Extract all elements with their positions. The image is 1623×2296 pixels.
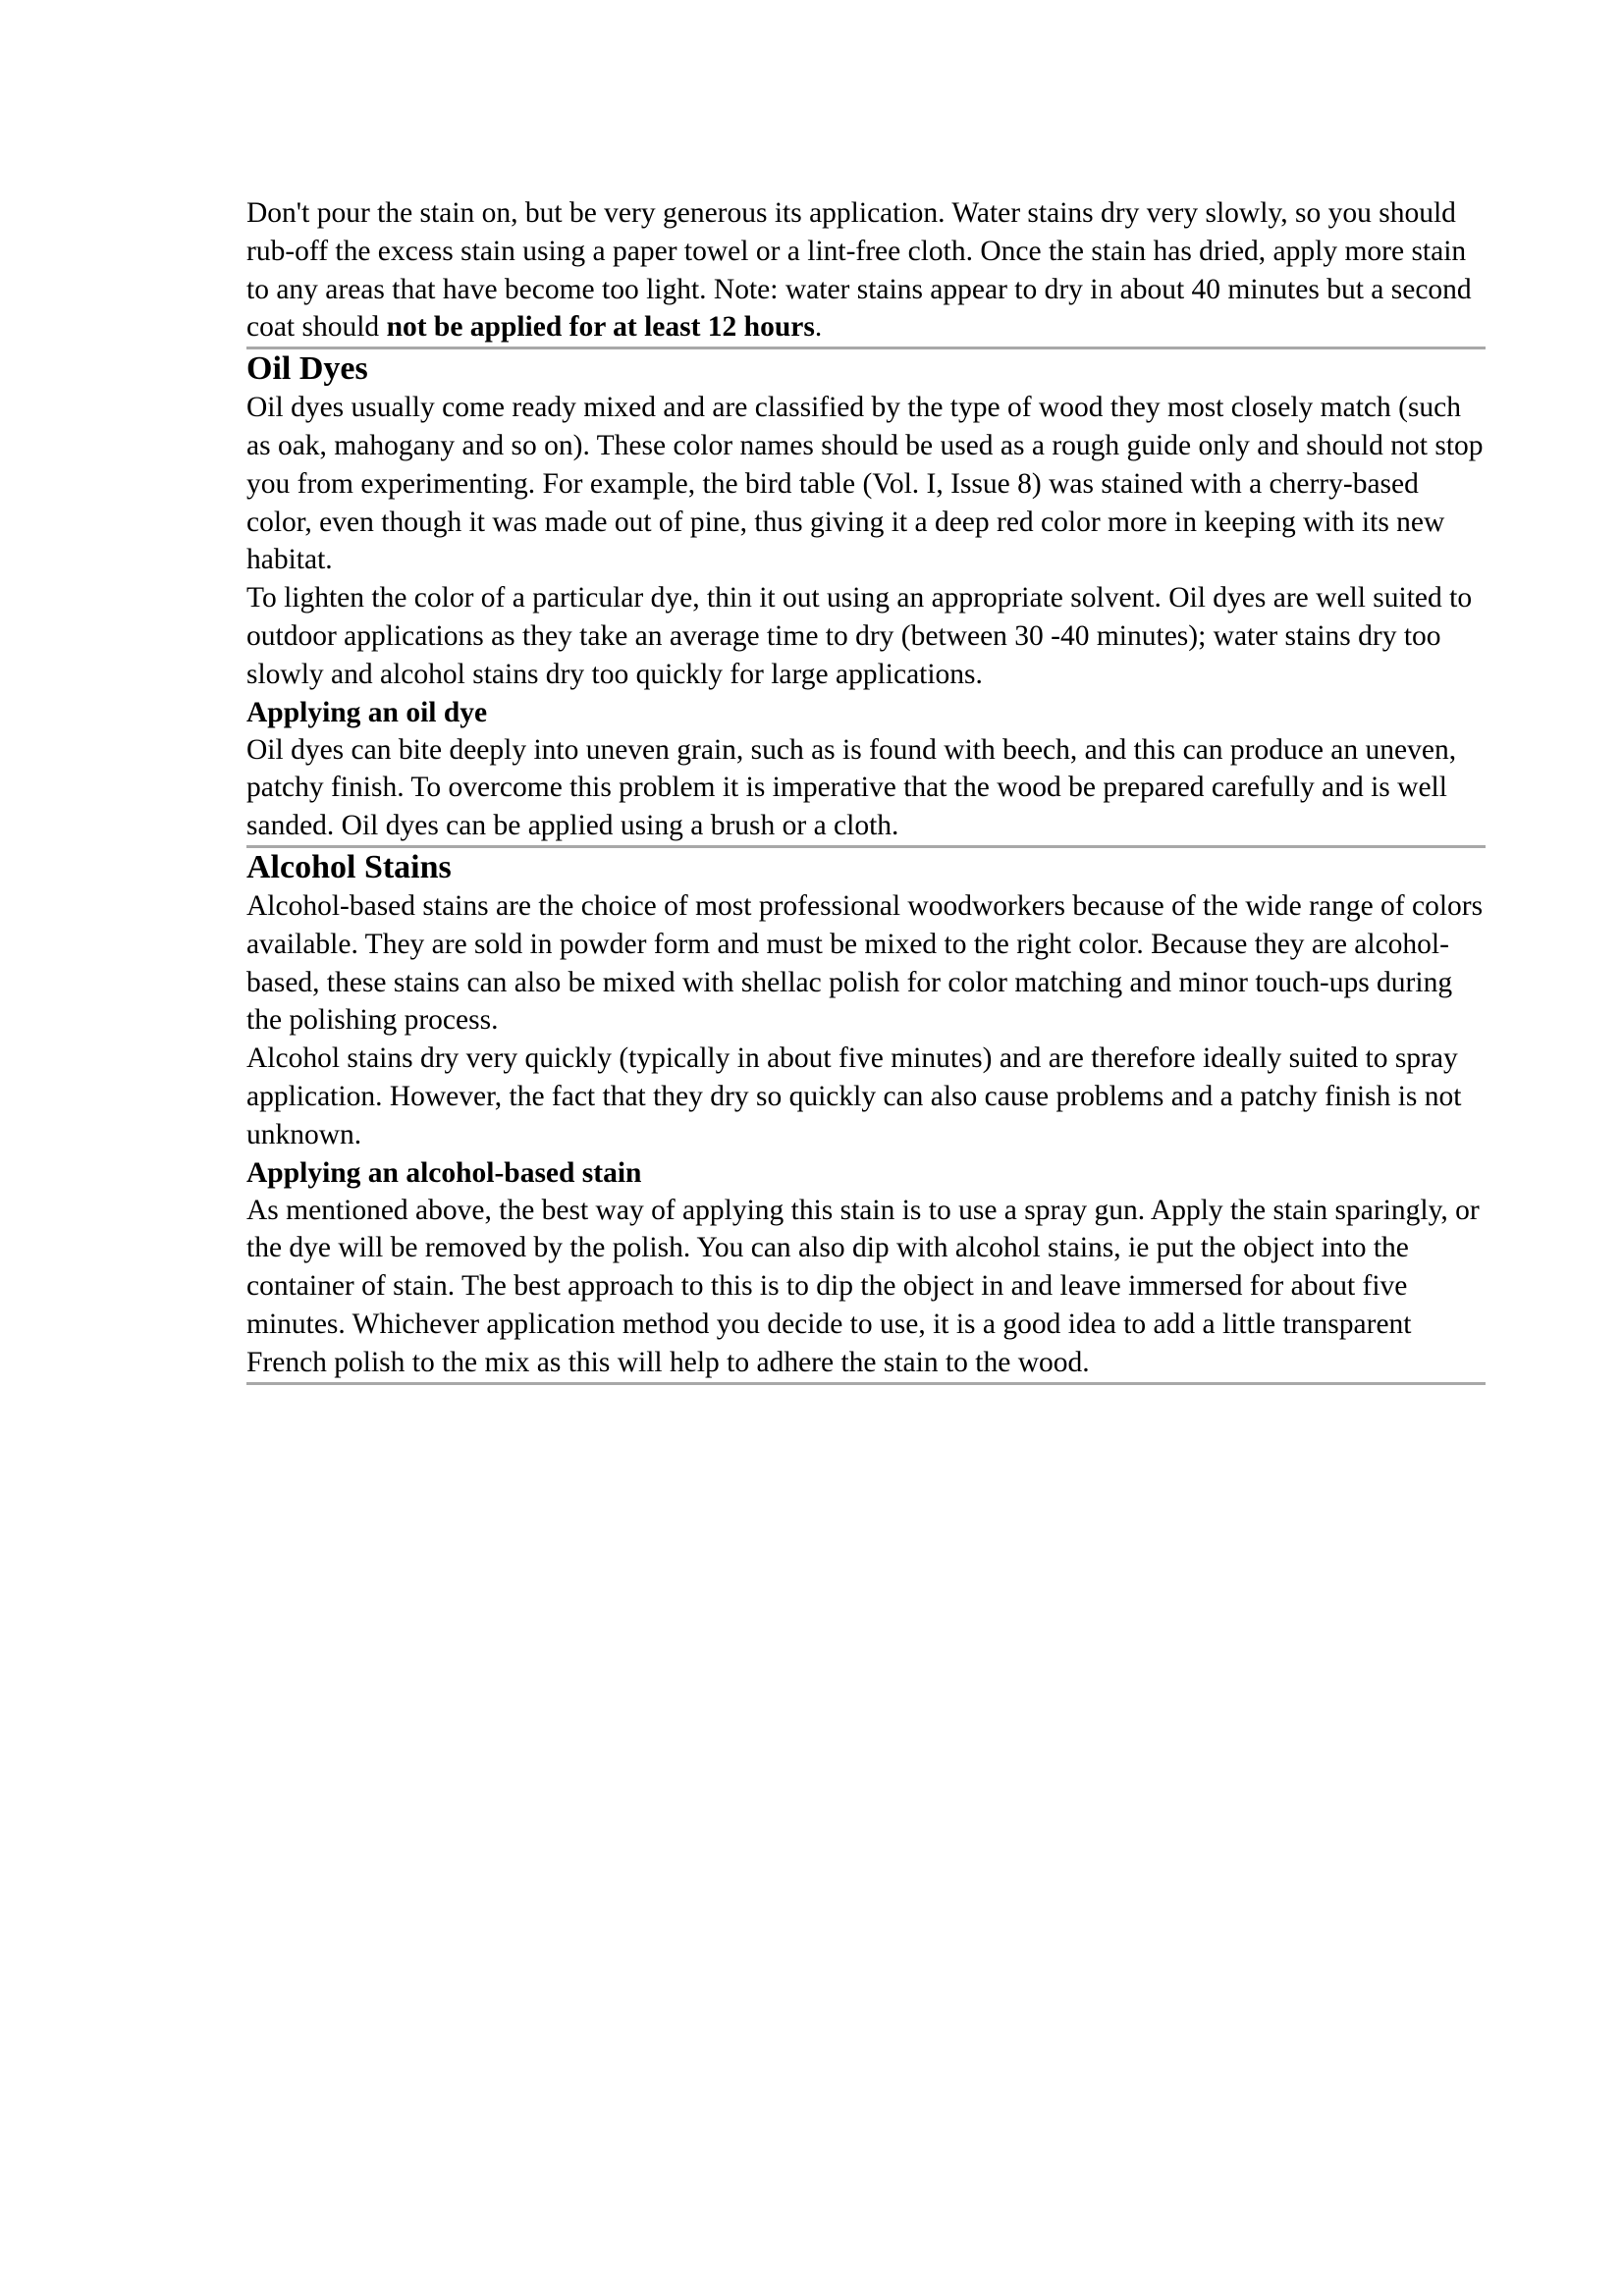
alcohol-stains-paragraph: As mentioned above, the best way of applying this stain is to use a spray gun. Apply the stain sparingly, or the dye will be removed by the polish. You can also dip with alcohol stains, ie put the object into the container of stain. The best approach to this is to dip the object in and leave immersed for about five minutes. Whichever application method you decide to use, it is a good idea to add a little transparent French polish to the mix as this will help to adhere the stain to the wood. [246,1194,1480,1378]
alcohol-stains-paragraph: Alcohol-based stains are the choice of most professional woodworkers because of the wide range of colors available. They are sold in powder form and must be mixed to the right color. Because they are alcohol-based, these stains can also be mixed with shellac polish for color matching and minor touch-ups during the polishing process. [246,889,1484,1037]
alcohol-stains-paragraph: Alcohol stains dry very quickly (typically in about five minutes) and are therefore ideally suited to spray application. However, the fact that they dry so quickly can also cause problems and a patchy finish is not unknown. [246,1042,1462,1150]
intro-bold-text: not be applied for at least 12 hours [386,311,815,344]
intro-text-end: . [814,311,823,344]
applying-oil-dye-subheading: Applying an oil dye [246,696,488,728]
intro-paragraph [246,194,1486,347]
applying-alcohol-stain-subheading: Applying an alcohol-based stain [246,1156,642,1189]
intro-text: Don't pour the stain on, but be very generous its application. Water stains dry very slowly, so you should rub-off the excess stain using a paper towel or a lint-free cloth. Once the stain has dried, apply more stain to any areas that have become too light. Note: water stains appear to dry in about 40 minutes but a second coat should [246,197,1472,344]
document-page [246,194,1486,1385]
oil-dyes-heading: Oil Dyes [246,350,368,388]
oil-dyes-paragraph: Oil dyes usually come ready mixed and are classified by the type of wood they most closely match (such as oak, mahogany and so on). These color names should be used as a rough guide only and should not stop you from experimenting. For example, the bird table (Vol. I, Issue 8) was stained with a cherry-based color, even though it was made out of pine, thus giving it a deep red color more in keeping with its new habitat. [246,392,1484,576]
oil-dyes-paragraph: To lighten the color of a particular dye, thin it out using an appropriate solvent. Oil dyes are well suited to outdoor applications as they take an average time to dry (between 30 -40 minutes); water stains dry too slowly and alcohol stains dry too quickly for large applications. [246,582,1473,690]
oil-dyes-paragraph: Oil dyes can bite deeply into uneven grain, such as is found with beech, and this can produce an uneven, patchy finish. To overcome this problem it is imperative that the wood be prepared carefully and is well sanded. Oil dyes can be applied using a brush or a cloth. [246,733,1457,842]
alcohol-stains-heading: Alcohol Stains [246,848,452,885]
section-divider [246,1382,1486,1385]
